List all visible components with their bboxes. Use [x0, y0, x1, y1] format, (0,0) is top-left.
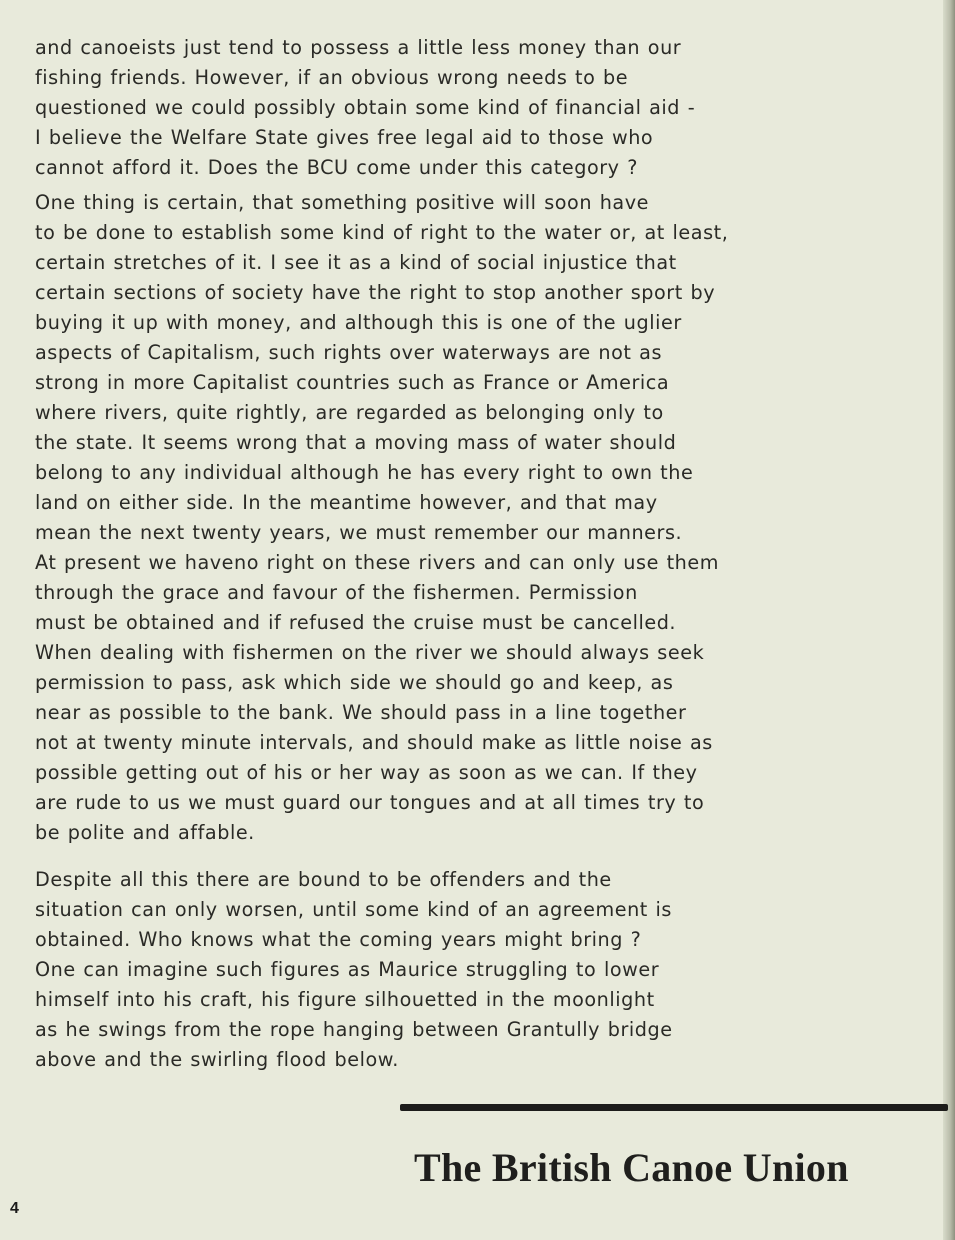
paragraph-2	[35, 188, 915, 848]
footer-rule	[400, 1104, 948, 1111]
paragraph-1-text: and canoeists just tend to possess a little less money than our fishing friends. However, if an obvious wrong needs to be questioned we could possibly obtain some kind of financial aid - I believe the Welfare State gives free legal aid to those who cannot afford it. Does the BCU come under this category ?	[35, 36, 696, 179]
page-edge-shadow	[943, 0, 955, 1240]
paragraph-1	[35, 33, 915, 183]
paragraph-2-text: One thing is certain, that something positive will soon have to be done to establish some kind of right to the water or, at least, certain stretches of it. I see it as a kind of social injustice that certain sections of society have the right to stop another sport by buying it up with money, and although this is one of the uglier aspects of Capitalism, such rights over waterways are not as strong in more Capitalist countries such as France or America where rivers, quite rightly, are regarded as belonging only to the state. It seems wrong that a moving mass of water should belong to any individual although he has every right to own the land on either side. In the meantime however, and that may mean the next twenty years, we must remember our manners. At present we haveno right on these rivers and can only use them through the grace and favour of the fishermen. Permission must be obtained and if refused the cruise must be cancelled. When dealing with fishermen on the river we should always seek permission to pass, ask which side we should go and keep, as near as possible to the bank. We should pass in a line together not at twenty minute intervals, and should make as little noise as possible getting out of his or her way as soon as we can. If they are rude to us we must guard our tongues and at all times try to be polite and affable.	[35, 191, 729, 844]
paragraph-3-text: Despite all this there are bound to be offenders and the situation can only worsen, until some kind of an agreement is obtained. Who knows what the coming years might bring ? One can imagine such figures as Maurice struggling to lower himself into his craft, his figure silhouetted in the moonlight as he swings from the rope hanging between Grantully bridge above and the swirling flood below.	[35, 868, 673, 1071]
page-number: 4	[10, 1200, 19, 1217]
paragraph-3	[35, 865, 915, 1075]
footer-title: The British Canoe Union	[414, 1145, 849, 1190]
